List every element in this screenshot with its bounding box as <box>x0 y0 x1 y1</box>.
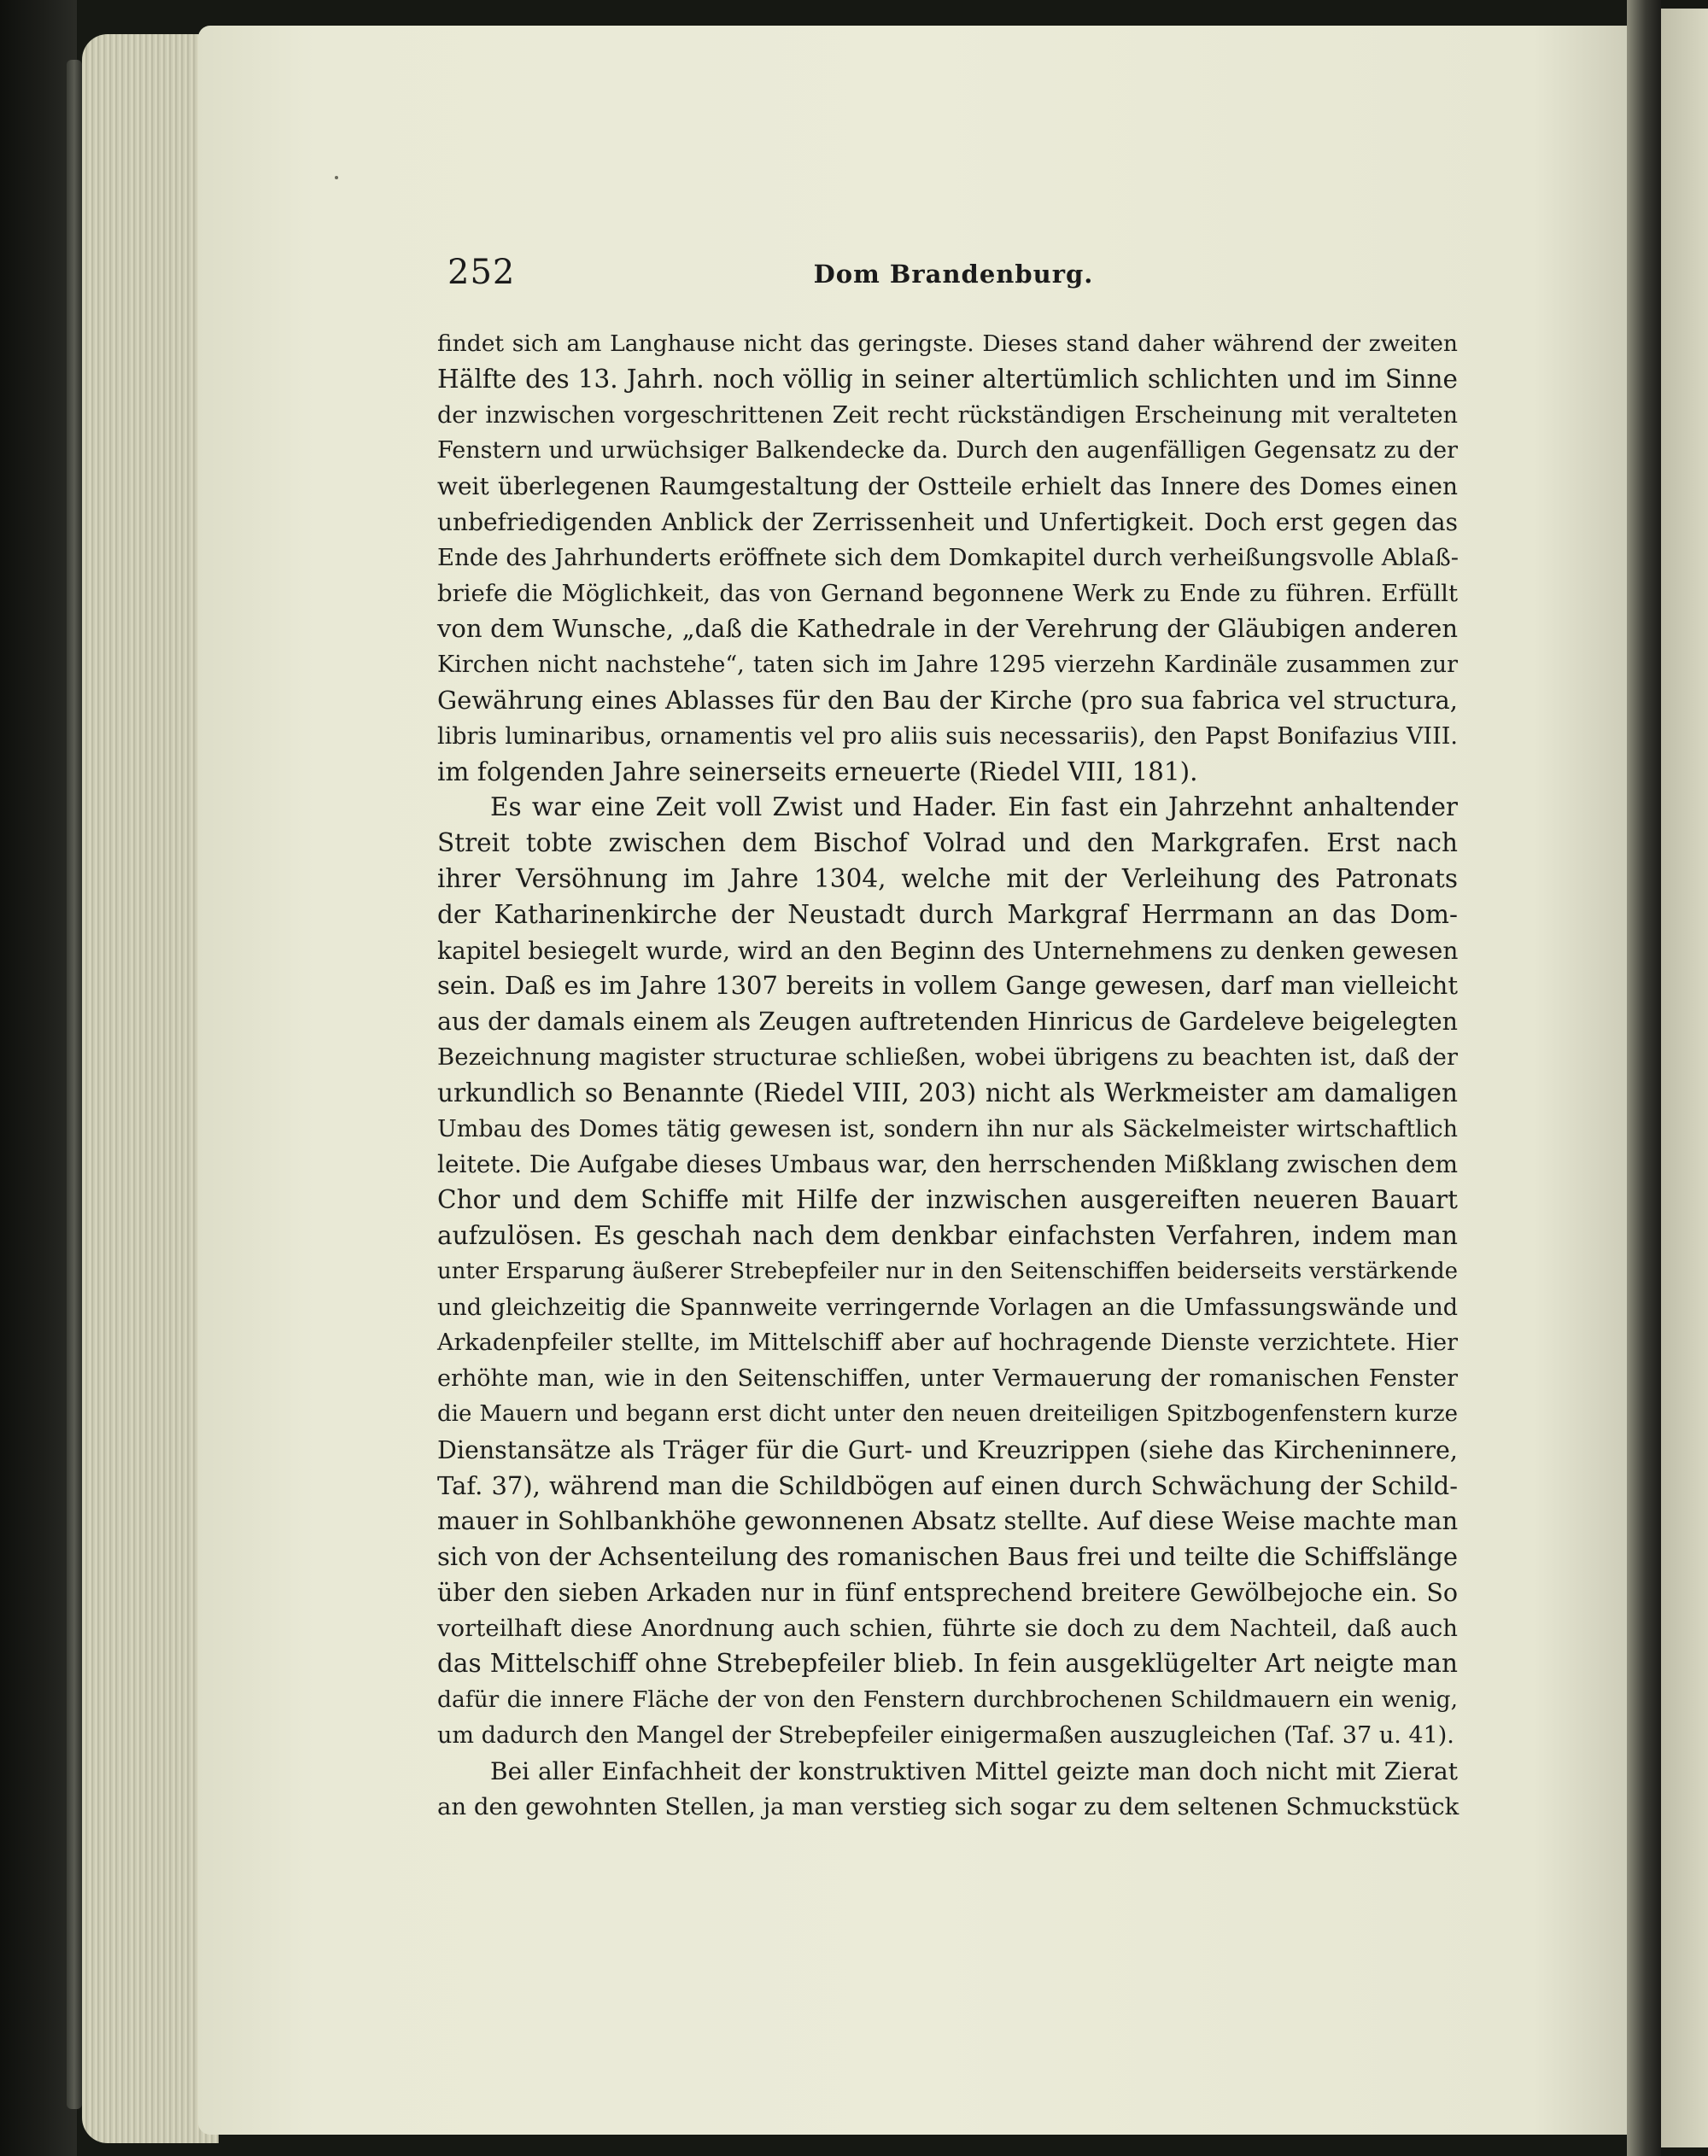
text-line: sich von der Achsenteilung des romanischen Baus frei und teilte die Schiffslänge <box>437 1542 1458 1572</box>
text-line: vorteilhaft diese Anordnung auch schien, führte sie doch zu dem Nachteil, daß auch <box>437 1614 1458 1642</box>
text-line: aufzulösen. Es geschah nach dem denkbar einfachsten Verfahren, indem man <box>437 1220 1458 1250</box>
text-line: Chor und dem Schiffe mit Hilfe der inzwischen ausgereiften neueren Bauart <box>437 1185 1458 1215</box>
text-line: Dienstansätze als Träger für die Gurt- und Kreuzrippen (siehe das Kircheninnere, <box>437 1435 1458 1464</box>
text-line: Arkadenpfeiler stellte, im Mittelschiff aber auf hochragende Dienste verzichtete. Hier <box>437 1329 1458 1357</box>
text-line: weit überlegenen Raumgestaltung der Ostteile erhielt das Innere des Domes einen <box>437 472 1458 501</box>
text-line: unbefriedigenden Anblick der Zerrissenheit und Unfertigkeit. Doch erst gegen das <box>437 507 1458 536</box>
text-line: das Mittelschiff ohne Strebepfeiler blieb. In fein ausgeklügelter Art neigte man <box>437 1649 1458 1679</box>
text-line: an den gewohnten Stellen, ja man verstieg sich sogar zu dem seltenen Schmuckstück <box>437 1792 1459 1820</box>
paragraph-end-line: im folgenden Jahre seinerseits erneuerte (Riedel VIII, 181). <box>437 757 1198 786</box>
paragraph-end-line: um dadurch den Mangel der Strebepfeiler einigermaßen auszugleichen (Taf. 37 u. 41). <box>437 1722 1454 1750</box>
text-line: dafür die innere Fläche der von den Fenstern durchbrochenen Schildmauern ein wenig, <box>437 1686 1458 1714</box>
body-text <box>437 326 1458 1825</box>
text-line: der Katharinenkirche der Neustadt durch Markgraf Herrmann an das Dom- <box>437 899 1458 929</box>
text-line: findet sich am Langhause nicht das geringste. Dieses stand daher während der zweiten <box>437 330 1458 357</box>
text-line: erhöhte man, wie in den Seitenschiffen, unter Vermauerung der romanischen Fenster <box>437 1365 1458 1393</box>
text-line: und gleichzeitig die Spannweite verringernde Vorlagen an die Umfassungswände und <box>437 1294 1458 1321</box>
text-line: unter Ersparung äußerer Strebepfeiler nur in den Seitenschiffen beiderseits verstärkende <box>437 1258 1458 1284</box>
text-line: Kirchen nicht nachstehe“, taten sich im Jahre 1295 vierzehn Kardinäle zusammen zur <box>437 651 1458 679</box>
book-cover <box>0 0 77 2156</box>
text-line: Ende des Jahrhunderts eröffnete sich dem Domkapitel durch verheißungsvolle Ablaß- <box>437 543 1459 571</box>
book-gutter <box>1627 0 1661 2156</box>
paper-speck <box>335 176 338 179</box>
text-line: briefe die Möglichkeit, das von Gernand begonnene Werk zu Ende zu führen. Erfüllt <box>437 579 1458 607</box>
text-line: kapitel besiegelt wurde, wird an den Beginn des Unternehmens zu denken gewesen <box>437 936 1459 965</box>
text-line: über den sieben Arkaden nur in fünf entsprechend breitere Gewölbejoche ein. So <box>437 1578 1458 1607</box>
text-line: Streit tobte zwischen dem Bischof Volrad und den Markgrafen. Erst nach <box>437 828 1458 858</box>
text-line: Taf. 37), während man die Schildbögen auf einen durch Schwächung der Schild- <box>437 1470 1458 1500</box>
text-line: von dem Wunsche, „daß die Kathedrale in der Verehrung der Gläubigen anderen <box>437 614 1458 644</box>
text-line: die Mauern und begann erst dicht unter den neuen dreiteiligen Spitzbogenfenstern kurze <box>437 1400 1458 1427</box>
text-line: Fenstern und urwüchsiger Balkendecke da. Durch den augenfälligen Gegensatz zu der <box>437 437 1458 465</box>
facing-page-edge <box>1661 9 1708 2147</box>
text-line: leitete. Die Aufgabe dieses Umbaus war, den herrschenden Mißklang zwischen dem <box>437 1150 1458 1179</box>
running-head: Dom Brandenburg. <box>813 260 1094 289</box>
text-line: Bezeichnung magister structurae schließen, wobei übrigens zu beachten ist, daß der <box>437 1043 1458 1071</box>
paragraph-start-line: Bei aller Einfachheit der konstruktiven Mittel geizte man doch nicht mit Zierat <box>490 1756 1458 1785</box>
paragraph-start-line: Es war eine Zeit voll Zwist und Hader. Ein fast ein Jahrzehnt anhaltender <box>490 792 1458 822</box>
cover-edge <box>67 60 82 2109</box>
text-line: der inzwischen vorgeschrittenen Zeit recht rückständigen Erscheinung mit veralteten <box>437 401 1458 429</box>
page-number: 252 <box>447 253 516 292</box>
text-line: libris luminaribus, ornamentis vel pro aliis suis necessariis), den Papst Bonifazius VIII. <box>437 722 1458 750</box>
page-header <box>447 253 1459 304</box>
text-line: Umbau des Domes tätig gewesen ist, sondern ihn nur als Säckelmeister wirtschaftlich <box>437 1115 1458 1142</box>
text-line: urkundlich so Benannte (Riedel VIII, 203) nicht als Werkmeister am damaligen <box>437 1078 1458 1107</box>
text-line: aus der damals einem als Zeugen auftretenden Hinricus de Gardeleve beigelegten <box>437 1008 1458 1037</box>
text-line: sein. Daß es im Jahre 1307 bereits in vollem Gange gewesen, darf man vielleicht <box>437 971 1458 1001</box>
text-line: Hälfte des 13. Jahrh. noch völlig in seiner altertümlich schlichten und im Sinne <box>437 364 1458 394</box>
text-line: Gewährung eines Ablasses für den Bau der Kirche (pro sua fabrica vel structura, <box>437 685 1458 715</box>
text-line: mauer in Sohlbankhöhe gewonnenen Absatz stellte. Auf diese Weise machte man <box>437 1506 1459 1536</box>
text-line: ihrer Versöhnung im Jahre 1304, welche mit der Verleihung des Patronats <box>437 863 1458 893</box>
